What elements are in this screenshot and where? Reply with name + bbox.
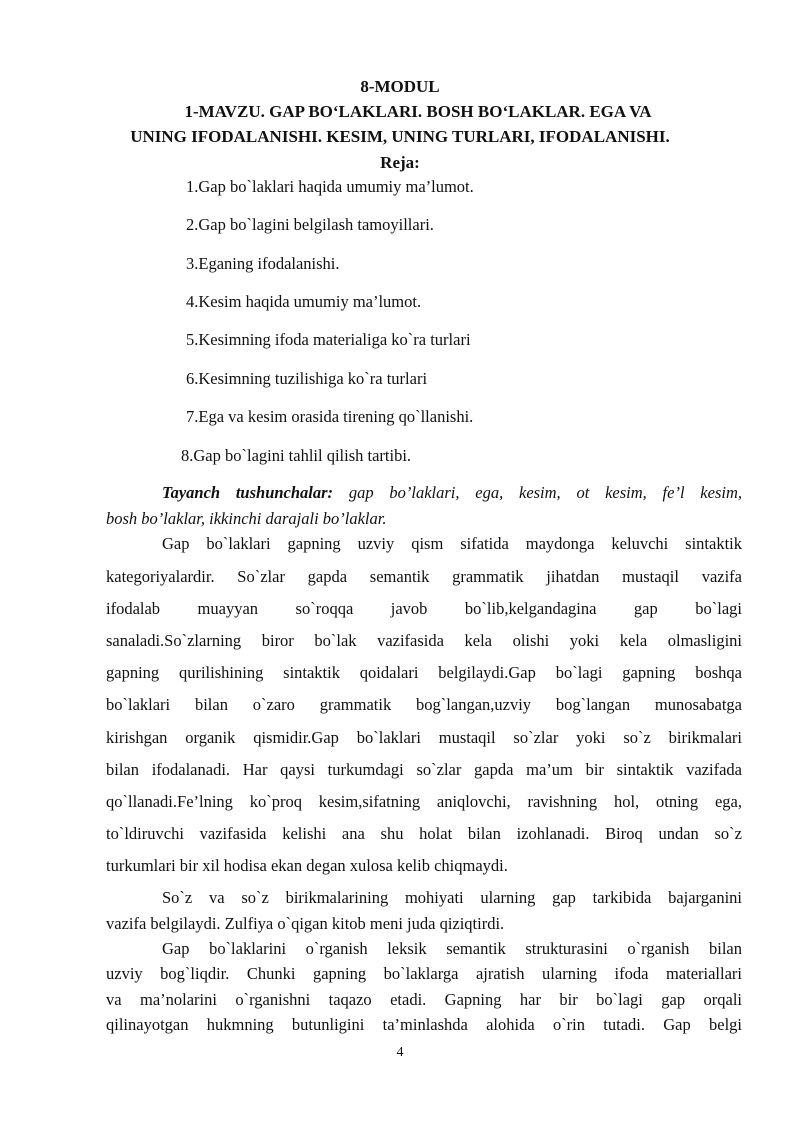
text-line: So`z va so`z birikmalarining mohiyati ularning gap tarkibida bajarganini [162, 888, 742, 907]
plan-item: 1.Gap bo`laklari haqida umumiy ma’lumot. [186, 177, 474, 196]
text-line: Gap bo`laklarini o`rganish leksik semantik strukturasini o`rganish bilan [162, 939, 742, 958]
text-line: sanaladi.So`zlarning biror bo`lak vazifasida kela olishi yoki kela olmasligini [106, 631, 742, 650]
plan-item: 6.Kesimning tuzilishiga ko`ra turlari [186, 369, 428, 388]
plan-item: 4.Kesim haqida umumiy ma’lumot. [186, 292, 422, 311]
plan-item: 3.Eganing ifodalanishi. [186, 254, 340, 273]
text-line: bilan ifodalanadi. Har qaysi turkumdagi so`zlar gapda ma’um bir sintaktik vazifada [106, 760, 742, 779]
text-line: qilinayotgan hukmning butunligini ta’minlashda alohida o`rin tutadi. Gap belgi [106, 1015, 742, 1034]
text-line: kategoriyalardir. So`zlar gapda semantik grammatik jihatdan mustaqil vazifa [106, 567, 742, 586]
keywords-text: gap bo’laklari, ega, kesim, ot kesim, fe’l kesim, [348, 483, 743, 502]
plan-item: 5.Kesimning ifoda materialiga ko`ra turlari [186, 330, 471, 349]
text-line: gapning qurilishining sintaktik qoidalari belgilaydi.Gap bo`lagi gapning boshqa [106, 663, 742, 682]
text-line: va ma’nolarini o`rganishni taqazo etadi. Gapning har bir bo`lagi gap orqali [106, 990, 742, 1009]
plan-label: Reja: [380, 153, 420, 172]
text-line: Gap bo`laklari gapning uzviy qism sifatida maydonga keluvchi sintaktik [162, 534, 742, 553]
text-line: ifodalab muayyan so`roqqa javob bo`lib,kelgandagina gap bo`lagi [106, 599, 742, 618]
text-line: turkumlari bir xil hodisa ekan degan xulosa kelib chiqmaydi. [106, 856, 508, 875]
plan-item: 7.Ega va kesim orasida tirening qo`llanishi. [186, 407, 474, 426]
text-line: uzviy bog`liqdir. Chunki gapning bo`laklarga ajratish ularning ifoda materiallari [106, 964, 742, 983]
text-line: vazifa belgilaydi. Zulfiya o`qigan kitob meni juda qiziqtirdi. [106, 914, 505, 933]
plan-item: 2.Gap bo`lagini belgilash tamoyillari. [186, 215, 434, 234]
text-line: kirishgan organik qismidir.Gap bo`laklari mustaqil so`zlar yoki so`z birikmalari [106, 728, 742, 747]
text-line: to`ldiruvchi vazifasida kelishi ana shu holat bilan izohlanadi. Biroq undan so`z [106, 824, 742, 843]
page-number: 4 [396, 1045, 404, 1060]
module-heading: 8-MODUL [360, 77, 440, 96]
text-line: qo`llanadi.Fe’lning ko`proq kesim,sifatning aniqlovchi, ravishning hol, otning ega, [106, 792, 742, 811]
text-line: bo`laklari bilan o`zaro grammatik bog`langan,uzviy bog`langan munosabatga [106, 695, 742, 714]
topic-title-line-1: 1-MAVZU. GAP BO‘LAKLARI. BOSH BO‘LAKLAR. EGA VA [184, 102, 652, 121]
plan-item: 8.Gap bo`lagini tahlil qilish tartibi. [181, 446, 412, 465]
topic-title-line-2: UNING IFODALANISHI. KESIM, UNING TURLARI, IFODALANISHI. [130, 127, 670, 146]
keywords-line-1 [162, 483, 742, 503]
keywords-label: Tayanch tushunchalar: [162, 483, 334, 502]
keywords-line-2: bosh bo’laklar, ikkinchi darajali bo’laklar. [106, 509, 387, 528]
